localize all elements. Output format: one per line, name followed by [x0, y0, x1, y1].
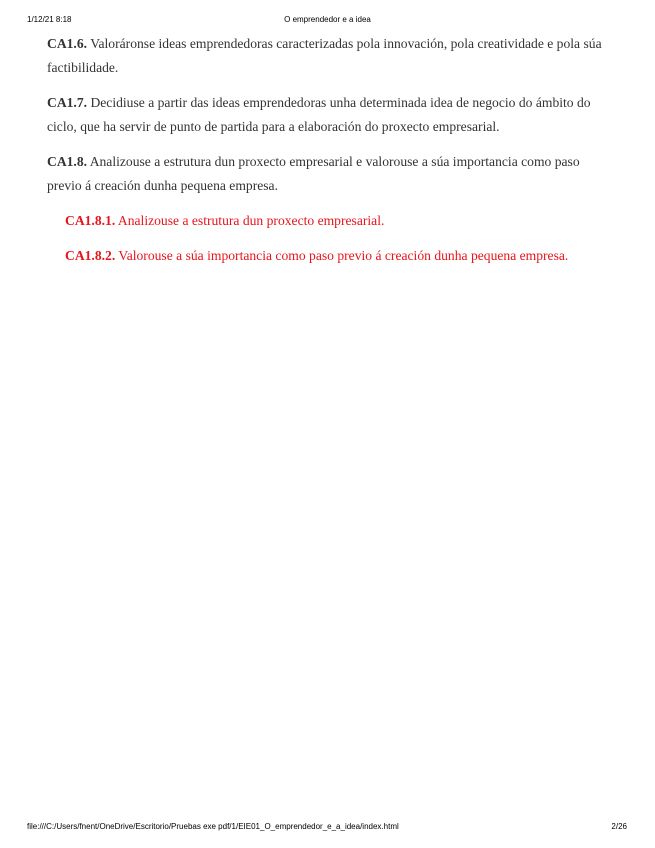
criterion-ca1-7: [47, 91, 612, 139]
print-page-title: O emprendedor e a idea: [284, 15, 371, 24]
print-footer: [0, 822, 655, 834]
subcriterion-code: CA1.8.2.: [65, 248, 116, 263]
criterion-ca1-8: [47, 150, 612, 198]
subcriterion-text: Analizouse a estrutura dun proxecto empresarial.: [117, 213, 385, 228]
criterion-code: CA1.7.: [47, 95, 88, 110]
criterion-text: Valoráronse ideas emprendedoras caracterizadas pola innovación, pola creatividade e pola súa factibilidade.: [47, 36, 602, 75]
print-header: [0, 15, 655, 27]
criterion-text: Decidiuse a partir das ideas emprendedoras unha determinada idea de negocio do ámbito do ciclo, que ha servir de punto de partida para a elaboración do proxecto empresarial.: [47, 95, 591, 134]
subcriterion-ca1-8-1: [47, 209, 612, 233]
criterion-code: CA1.6.: [47, 36, 88, 51]
print-file-path: file:///C:/Users/fnent/OneDrive/Escritorio/Pruebas exe pdf/1/EIE01_O_emprendedor_e_a_idea/index.html: [27, 822, 399, 831]
print-datetime: 1/12/21 8:18: [27, 15, 72, 24]
document-content: [47, 32, 612, 279]
subcriterion-code: CA1.8.1.: [65, 213, 116, 228]
subcriterion-ca1-8-2: [47, 244, 612, 268]
criterion-code: CA1.8.: [47, 154, 88, 169]
criterion-ca1-6: [47, 32, 612, 80]
subcriterion-text: Valorouse a súa importancia como paso previo á creación dunha pequena empresa.: [118, 248, 569, 263]
criterion-text: Analizouse a estrutura dun proxecto empresarial e valorouse a súa importancia como paso previo á creación dunha pequena empresa.: [47, 154, 580, 193]
print-page-number: 2/26: [611, 822, 627, 831]
